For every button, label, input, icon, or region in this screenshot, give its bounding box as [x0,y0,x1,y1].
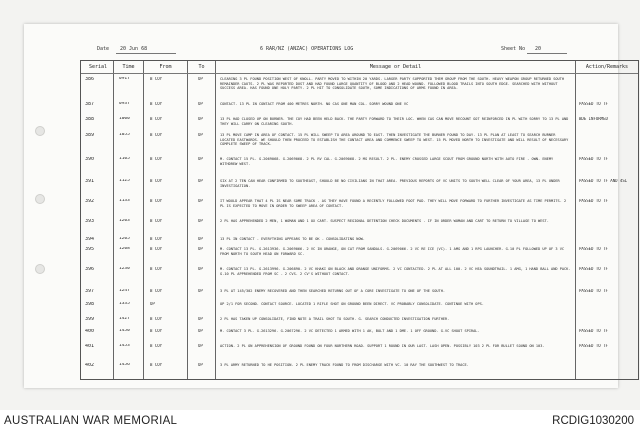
log-cell-act: PASSED TO TF [579,199,608,203]
column-header-serial: Serial [88,64,108,70]
log-cell-time: 1230 [119,267,130,271]
log-cell-act: BDE INFORMED [579,117,608,121]
column-header-time: Time [122,64,135,70]
log-cell-act: PASSED TO TF [579,267,608,271]
log-cell-msg: OP 2/1 FOR SECOND. CONTACT SOURCE. LOCATED 1 RIFLE SHOT ON GROUND BEEN DIRECT. VC PROBABLY CONSOLIDATE. CONTINUE WITH OPS. [220,302,484,306]
log-cell-from: B COY [150,289,163,293]
log-cell-from: B COY [150,102,163,106]
log-cell-time: 1456 [119,363,130,367]
log-cell-to: OP [198,117,203,121]
column-header-from: From [159,64,172,70]
log-cell-to: OP [198,247,203,251]
log-cell-serial: 397 [85,289,95,294]
log-cell-msg: M. CONTACT 13 PL. G.2613996. G.206890. 2 VC KHAKI ON BLACK AND ORANGE UNIFORMS. 2 VC CONTACTED. 2 PL AT ALL 100. 2 VC HEA SOUNDTRAIL. 1 AMG, 1 HAND BALL AND PACK. G.10 PL APPREHENDED FROM SC - 2 CVS. 2 CV'S WITHOUT CONTACT. [220,267,571,276]
archive-footer [0,410,640,433]
log-cell-time: 0937 [119,102,130,106]
log-cell-time: 1208 [119,247,130,251]
log-cell-act: PASSED TO TF AND 4SL [579,179,628,183]
log-cell-from: B COY [150,237,163,241]
log-cell-msg: M. CONTACT 15 PL. G.2069068. G.2069068. 2 PL RV CAL. G.2069068. 2 MG RESULT. 2 PL. ENEMY CROSSED LARGE SCOUT FROM GROUND NORTH WITH AUTO FIRE - OWN. ENEMY WITHDREW WEST. [220,157,554,166]
log-cell-to: OP [198,317,203,321]
log-cell-msg: 3 PL ARMY RETURNED TO HE POSITION. 2 PL ENEMY TRACK FOUND TO FROM DISCHARGE WITH VC. 10 RAY THE SOUTHWEST TO TRACE. [220,363,469,367]
log-cell-act: PASSED TO TF [579,247,608,251]
operations-log-sheet [24,24,629,388]
log-cell-to: OP [198,219,203,223]
log-cell-msg: CONTACT. 13 PL IN CONTACT FROM 400 METRES NORTH. NO CAS ONE MAN COL. SORRY WOUND ONE VC [220,102,409,106]
log-cell-act: PASSED TO TF [579,344,608,348]
log-cell-serial: 392 [85,199,95,204]
log-table [80,60,639,380]
log-cell-act: PASSED TO TF [579,157,608,161]
sheet-underline [527,53,567,54]
log-cell-msg: M. CONTACT 3 PL. G.2613296. G.2067296. 2 VC DETECTED 1 ARMED WITH 1 AK, BOLT AND 1 DME. 1 OFF GROUND. G.VC SHOOT SPIRAL. [220,329,480,333]
log-cell-serial: 395 [85,247,95,252]
log-cell-serial: 402 [85,363,95,368]
log-cell-to: OP [198,179,203,183]
punch-hole [35,194,45,204]
archive-credit: AUSTRALIAN WAR MEMORIAL [4,415,178,427]
sheet-label: Sheet No [501,46,526,52]
log-cell-to: OP [198,289,203,293]
log-cell-from: B COY [150,329,163,333]
log-cell-time: 1203 [119,219,130,223]
column-divider [575,61,576,379]
log-cell-from: B COY [150,157,163,161]
log-cell-to: OP [198,102,203,106]
log-cell-from: B COY [150,179,163,183]
log-cell-from: B COY [150,77,163,81]
log-cell-from: OP [150,302,155,306]
log-cell-serial: 390 [85,157,95,162]
log-cell-serial: 401 [85,344,95,349]
log-cell-time: 1427 [119,317,130,321]
log-cell-msg: IT WOULD APPEAR THAT 4 PL IS NEAR SOME TRACK - AS THEY HAVE FOUND A RECENTLY FOLLOWED FOOT PAD. THEY WILL MOVE FORWARD TO FURTHER INVESTIGATE AS TIME PERMITS. 2 PL IS EXPECTED TO MOVE IN ORDER TO SWEEP AREA OF CONTACT. [220,199,567,208]
log-cell-time: 1453 [119,344,130,348]
log-cell-msg: SIX AT 2 TEN CAN HEAR CONFIRMED TO SOUTHEAST, SHOULD BE NO CIVILIANS IN THAT AREA. PREVIOUS REPORTS OF VC UNITS TO SOUTH WELL CLEAR OF YOUR AREA, 13 PL UNDER INVESTIGATION. [220,179,560,188]
log-cell-msg: CLEARING 3 PL FOUND POSITION WEST OF KNOLL. PARTY MOVED TO WITHIN 20 YARDS. LARGER PARTY SUPPORTED THEM GROUP FROM THE SOUTH. HEAVY WEAPON GROUP RETURNED SOUTH REMAINDER CAUTS. 2 PL WAS REPORTED DUST AND HAD FOUND LARGE QUANTITY OF BLOOD AND 2 HEAD WOUND. FOLLOWED BLOOD TRAILS INTO SOUTH EDGE. SEARCHED WITH WITHOUT SUCCESS AREA. HAS FOUND ONE HOLY PARTY. 2 PL HIT TO CONSOLIDATE SOUTH, SOME INDICATIONS OF ARMS FOUND IN AREA. [220,77,565,91]
column-header-to: To [198,64,205,70]
punch-hole [35,126,45,136]
log-cell-time: 1000 [119,117,130,121]
log-cell-act: PASSED TO TF [579,102,608,106]
log-cell-time: 0917 [119,77,130,81]
log-cell-serial: 394 [85,237,95,242]
log-cell-act: PASSED TO TF [579,289,608,293]
log-cell-msg: 13 PL IN CONTACT - EVERYTHING APPEARS TO BE OK - CONSOLIDATING NOW. [220,237,365,241]
log-cell-msg: 13 PL MOVE CAMP IN AREA OF CONTACT. 15 PL WILL SWEEP TO AREA AROUND TO EAST. THEN INVESTIGATE THE BURNER FOUND TO DAY. 13 PL PLAN AT LEAST TO SEARCH BURNER LOCATED EASTWARDS. WE SHOULD THEN PROCEED TO ESTABLISH THE CONTACT AREA AND COMMENCE SWEEP TO WEST. 15 PL MOVED NORTH TO INVESTIGATE AND WILL RESULT OF NECESSARY COMPLETE SWEEP OF TRACK. [220,133,569,147]
column-divider [113,61,114,379]
column-divider [143,61,144,379]
log-cell-from: B COY [150,133,163,137]
date-underline [116,53,176,54]
log-cell-to: OP [198,237,203,241]
log-cell-to: OP [198,199,203,203]
log-title: 6 RAR/NZ (ANZAC) OPERATIONS LOG [260,46,354,52]
log-cell-time: 1105 [119,157,130,161]
log-cell-serial: 399 [85,317,95,322]
log-cell-act: PASSED TO TF [579,329,608,333]
log-cell-to: OP [198,157,203,161]
log-cell-msg: 2 PL HAS TAKEN UP CONSOLIDATE, FIND NOTE A TRAIL SHOT TO SOUTH. G. SEARCH CONDUCTED INVESTIGATION FURTHER. [220,317,450,321]
log-cell-time: 1133 [119,199,130,203]
log-cell-from: B COY [150,247,163,251]
log-cell-time: 1335 [119,302,130,306]
log-cell-serial: 386 [85,77,95,82]
log-cell-serial: 389 [85,133,95,138]
log-cell-time: 1205 [119,237,130,241]
log-cell-serial: 400 [85,329,95,334]
log-cell-msg: 2 PL HAS APPREHENDED 2 MEN, 1 WOMAN AND 1 OX CART. SUSPECT REGIONAL DETENTION CHECK DOCUMENTS - IF IN ORDER WOMAN AND CART TO RETURN TO VILLAGE TO WEST. [220,219,549,223]
log-cell-from: B COY [150,267,163,271]
log-cell-to: OP [198,344,203,348]
log-cell-serial: 396 [85,267,95,272]
log-cell-to: OP [198,329,203,333]
column-header-message: Message or Detail [369,64,422,70]
log-cell-to: OP [198,133,203,137]
log-cell-from: B COY [150,199,163,203]
punch-hole [35,264,45,274]
log-cell-msg: ACTION. 2 PL ON APPREHENSION OF GROUND FOUND ON FOUR NORTHERN ROAD. SUPPORT 1 ROUND IN OUR LAST. LASH OPEN. POSSIBLY 103 2 PL FOR BULLET SOUND ON 103. [220,344,545,348]
log-cell-serial: 387 [85,102,95,107]
column-header-action: Action/Remarks [585,64,629,70]
log-cell-msg: M. CONTACT 13 PL. G.2613936. G.2069066. 2 VC IN ORANGE, ON CAT FROM SANDALS. G.2069066. 2 VC RE ICE (VC). 1 AMG AND 1 RPG LAUNCHER. G.10 PL FOLLOWED UP OF 3 VC FROM NORTH TO SOUTH HEAD ON FORWARD SC. [220,247,565,256]
log-cell-to: OP [198,77,203,81]
log-cell-msg: 13 PL HAD CLOSED UP ON BURNER. THE COY HAD BEEN HELD BACK. THE PARTY FORWARD TO THEIR LOC. WHEN CAS CAN MOVE RECOUNT GOT REINFORCED IN PL WITH SORRY TO 13 PL AND THEY WILL CARRY ON CLEARING SOUTH. [220,117,569,126]
date-label: Date [97,46,110,52]
log-cell-time: 1125 [119,179,130,183]
log-cell-to: OP [198,267,203,271]
log-cell-serial: 393 [85,219,95,224]
log-cell-serial: 398 [85,302,95,307]
log-cell-from: B COY [150,363,163,367]
log-cell-from: B COY [150,317,163,321]
log-cell-to: OP [198,363,203,367]
log-cell-time: 1055 [119,133,130,137]
header-divider [81,73,638,74]
log-cell-from: B COY [150,219,163,223]
log-cell-msg: 3 PL AT 145/302 ENEMY RECOVERED AND THEN SEARCHED RETURNS OUT OF A CORE INVESTIGATE TO ONE OF THE SOUTH. [220,289,446,293]
log-cell-serial: 391 [85,179,95,184]
column-divider [187,61,188,379]
archive-reference: RCDIG1030200 [552,415,634,427]
column-divider [215,61,216,379]
log-cell-time: 1247 [119,289,130,293]
sheet-value: 20 [535,46,542,52]
log-cell-from: B COY [150,117,163,121]
log-cell-serial: 388 [85,117,95,122]
date-value: 20 Jun 68 [120,46,148,52]
log-cell-time: 1450 [119,329,130,333]
log-cell-from: B COY [150,344,163,348]
